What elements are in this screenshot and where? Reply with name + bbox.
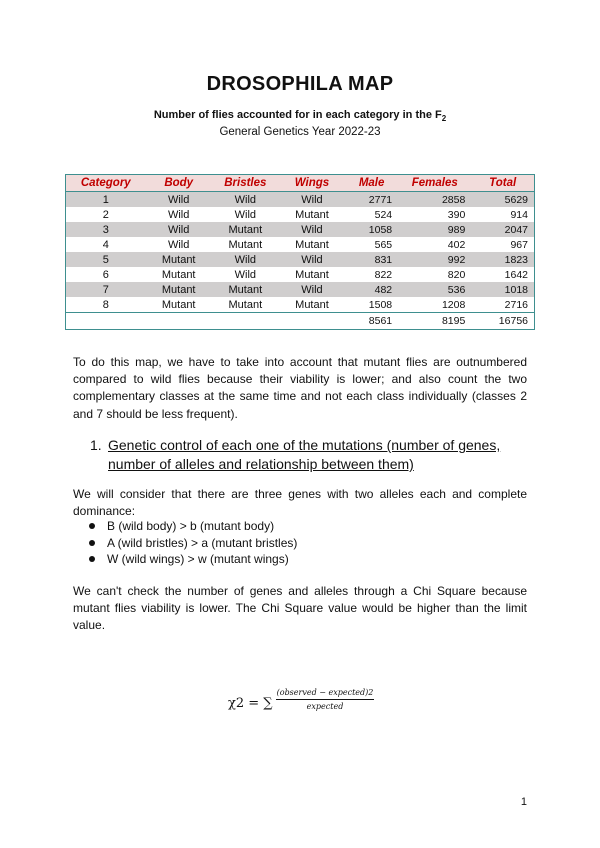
table-cell: 402 [447, 238, 466, 251]
table-cell [66, 313, 146, 330]
list-item: A (wild bristles) > a (mutant bristles) [73, 535, 297, 552]
table-caption-text: Number of flies accounted for in each category in the F [153, 109, 442, 121]
allele-list [73, 518, 297, 568]
table-cell: 16756 [471, 313, 534, 330]
table-total-row [66, 313, 535, 330]
table-cell: 1208 [441, 298, 466, 311]
table-body [66, 192, 535, 330]
table-row [66, 267, 535, 282]
table-cell [146, 313, 212, 330]
section-heading-text: Genetic control of each one of the mutations (number of genes, number of alleles and relationship between them) [108, 437, 501, 472]
table-cell: 8 [102, 298, 109, 311]
table-cell: Mutant [161, 268, 196, 281]
table-cell: 2 [102, 208, 109, 221]
table-cell: Wild [146, 222, 212, 237]
formula-lhs: χ2 = ∑ [228, 696, 273, 711]
table-cell [212, 313, 279, 330]
table-row [66, 237, 535, 252]
formula-fraction [276, 688, 374, 711]
list-item: B (wild body) > b (mutant body) [73, 518, 297, 535]
table-cell: 8195 [398, 313, 471, 330]
assumption-paragraph: We will consider that there are three genes with two alleles each and complete dominance: [73, 487, 527, 519]
table-cell: Mutant [295, 238, 329, 251]
table-cell: 5629 [471, 192, 534, 208]
table-cell: Mutant [228, 298, 263, 311]
col-header-male: Male [345, 175, 398, 192]
table-cell: 1018 [471, 282, 534, 297]
table-cell: 2047 [471, 222, 534, 237]
section-heading [90, 436, 535, 474]
table-cell: 5 [66, 252, 146, 267]
col-header-wings: Wings [279, 175, 345, 192]
table-cell: 8561 [345, 313, 398, 330]
table-cell: Wild [279, 192, 345, 208]
table-cell: 822 [374, 268, 393, 281]
formula-numerator: (observed − expected)2 [276, 688, 374, 700]
course-line: General Genetics Year 2022-23 [219, 126, 381, 138]
table-cell: 536 [398, 282, 471, 297]
table-cell: Wild [279, 252, 345, 267]
table-cell: 1642 [504, 268, 528, 281]
table-cell: Wild [279, 282, 345, 297]
table-row [66, 252, 535, 267]
table-cell: Wild [167, 238, 190, 251]
chi-square-paragraph: We can't check the number of genes and alleles through a Chi Square because mutant flies viability is lower. The Chi Square value would be higher than the limit value. [73, 584, 527, 633]
table-header-row [66, 175, 535, 192]
col-header-total: Total [471, 175, 534, 192]
table-cell: 2771 [345, 192, 398, 208]
col-header-bristles: Bristles [212, 175, 279, 192]
table-cell: 820 [447, 268, 466, 281]
table-row [66, 222, 535, 237]
table-cell: 565 [374, 238, 393, 251]
table-cell: Wild [212, 252, 279, 267]
col-header-body: Body [146, 175, 212, 192]
table-cell: 2858 [398, 192, 471, 208]
table-cell: Mutant [146, 282, 212, 297]
table-cell: 1058 [345, 222, 398, 237]
page-title: DROSOPHILA MAP [206, 73, 394, 95]
table-cell: Wild [146, 192, 212, 208]
table-cell: Wild [167, 208, 190, 221]
table-cell: 1508 [368, 298, 393, 311]
table-cell: 1 [66, 192, 146, 208]
table-cell: 914 [510, 208, 528, 221]
table-cell: 2716 [504, 298, 528, 311]
table-cell: Mutant [228, 238, 263, 251]
intro-paragraph: To do this map, we have to take into account that mutant flies are outnumbered compared to wild flies because their viability is lower; and also count the two complementary classes at the same time and not each class individually (classes 2 and 7 should be less frequent). [73, 355, 527, 421]
fly-count-table [65, 174, 535, 330]
table-cell: 1823 [471, 252, 534, 267]
col-header-category: Category [66, 175, 146, 192]
table-cell: 3 [66, 222, 146, 237]
table-cell: Mutant [161, 298, 196, 311]
table-row [66, 207, 535, 222]
table-caption-subscript: 2 [441, 114, 447, 124]
table-cell: Mutant [212, 222, 279, 237]
table-cell: 390 [447, 208, 466, 221]
table-cell: Wild [212, 192, 279, 208]
table-cell: Mutant [212, 282, 279, 297]
section-number: 1. [90, 437, 102, 453]
table-cell: 6 [102, 268, 109, 281]
table-row [66, 297, 535, 313]
list-item: W (wild wings) > w (mutant wings) [73, 551, 297, 568]
table-row [66, 282, 535, 297]
table-cell: Wild [279, 222, 345, 237]
table-cell: 989 [398, 222, 471, 237]
formula-denominator: expected [306, 702, 344, 711]
table-cell: Mutant [146, 252, 212, 267]
table-cell: Wild [234, 268, 257, 281]
table-cell: 992 [398, 252, 471, 267]
table-cell: 4 [102, 238, 109, 251]
table-caption [0, 109, 600, 123]
table-cell [279, 313, 345, 330]
table-cell: 7 [66, 282, 146, 297]
table-cell: Mutant [295, 268, 329, 281]
table-row [66, 192, 535, 208]
col-header-females: Females [398, 175, 471, 192]
table-cell: Mutant [295, 298, 329, 311]
page-number: 1 [520, 796, 527, 808]
table-cell: Wild [234, 208, 257, 221]
table-cell: 831 [345, 252, 398, 267]
table-cell: 482 [345, 282, 398, 297]
table-cell: 967 [510, 238, 528, 251]
table-cell: 524 [374, 208, 393, 221]
table-cell: Mutant [295, 208, 329, 221]
